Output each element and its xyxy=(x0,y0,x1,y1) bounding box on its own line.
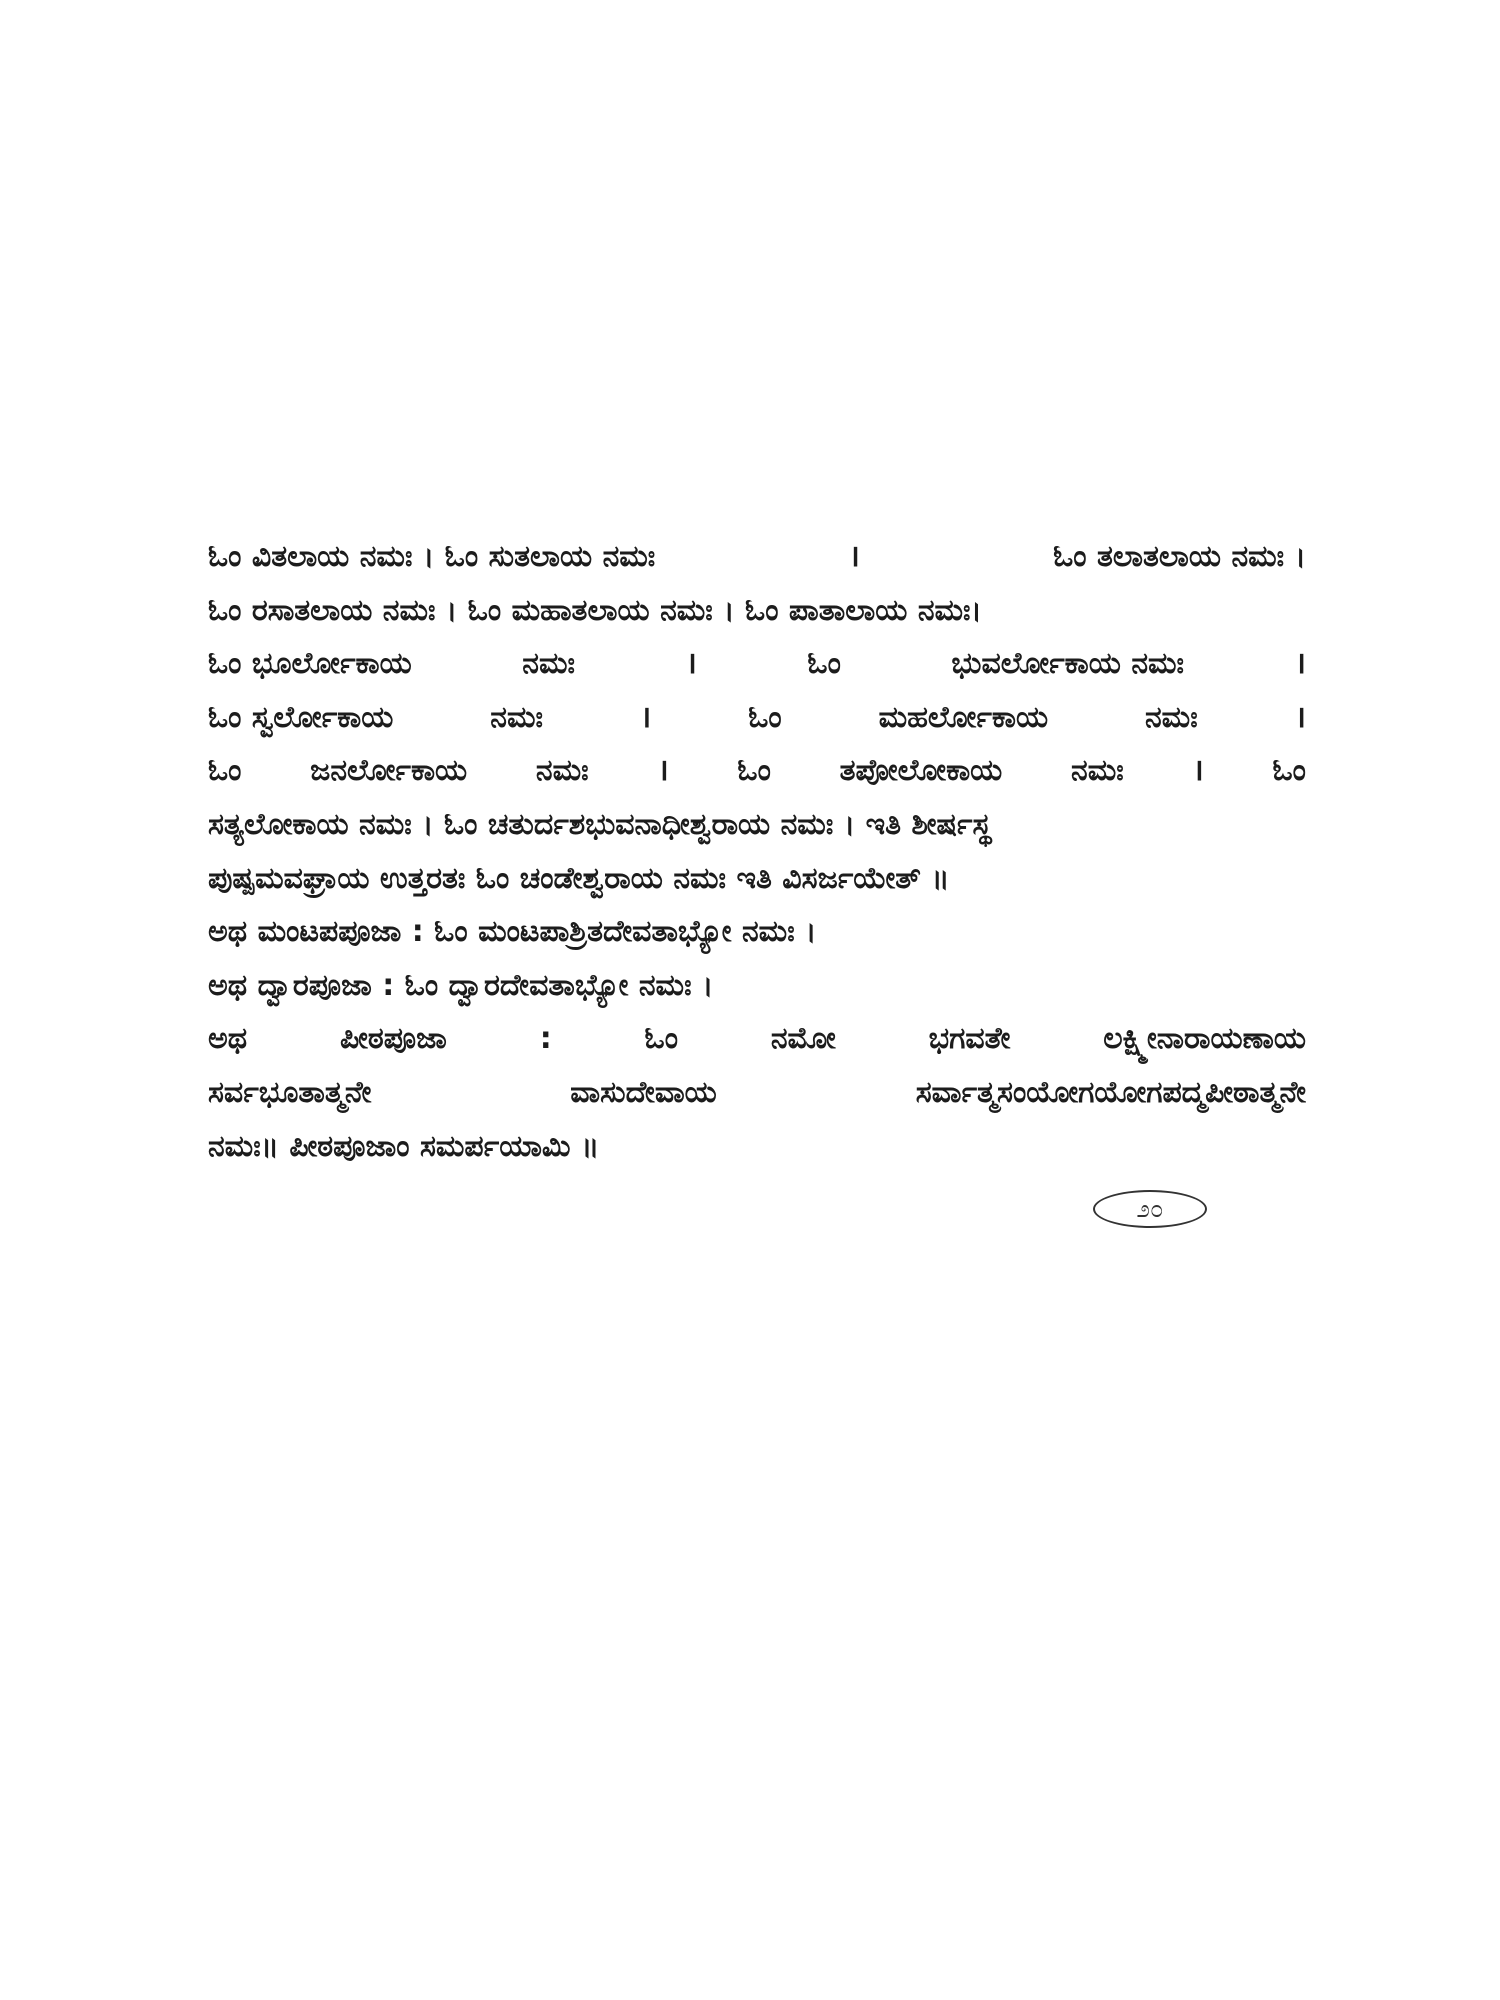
text-line xyxy=(208,691,1306,745)
text-segment: ನಮಃ xyxy=(1071,753,1124,789)
text-segment: : xyxy=(539,1021,552,1057)
text-segment: । xyxy=(685,646,697,682)
text-segment: । xyxy=(848,539,860,574)
text-segment: ಓಂ xyxy=(807,646,841,682)
text-segment: ವಾಸುದೇವಾಯ xyxy=(570,1074,717,1110)
text-line xyxy=(208,637,1306,691)
text-segment: ನಮೋ xyxy=(770,1021,836,1057)
text-segment: ಲಕ್ಷ್ಮೀನಾರಾಯಣಾಯ xyxy=(1103,1021,1306,1057)
text-segment: ಭಗವತೇ xyxy=(928,1021,1011,1057)
body-text xyxy=(208,530,1306,1173)
text-segment: ಸರ್ವಭೂತಾತ್ಮನೇ xyxy=(208,1074,372,1110)
text-segment: । xyxy=(639,699,652,735)
text-segment: ತಪೋಲೋಕಾಯ xyxy=(839,753,1003,789)
text-segment: ಭುವರ್ಲೋಕಾಯ ನಮಃ xyxy=(951,646,1185,682)
text-segment: ಓಂ xyxy=(748,699,782,735)
text-segment: । xyxy=(657,753,669,789)
text-line: ಸತ್ಯಲೋಕಾಯ ನಮಃ । ಓಂ ಚತುರ್ದಶಭುವನಾಧೀಶ್ವರಾಯ ನಮಃ । ಇತಿ ಶೀರ್ಷಸ್ಥ xyxy=(208,806,992,842)
text-segment: ಓಂ xyxy=(208,753,242,789)
text-segment: ಓಂ xyxy=(1272,753,1306,789)
text-segment: ಜನರ್ಲೋಕಾಯ xyxy=(310,753,468,789)
text-segment: ಓಂ ವಿತಲಾಯ ನಮಃ । ಓಂ ಸುತಲಾಯ ನಮಃ xyxy=(208,539,656,574)
text-segment: ಸರ್ವಾತ್ಮಸಂಯೋಗಯೋಗಪದ್ಮಪೀಠಾತ್ಮನೇ xyxy=(915,1074,1306,1110)
text-segment: ಮಹರ್ಲೋಕಾಯ xyxy=(878,699,1049,735)
text-line xyxy=(208,1012,1306,1066)
text-segment: ಓಂ ಸ್ವರ್ಲೋಕಾಯ xyxy=(208,699,394,735)
text-line xyxy=(208,744,1306,798)
text-line: ಅಥ ಮಂಟಪಪೂಜಾ : ಓಂ ಮಂಟಪಾಶ್ರಿತದೇವತಾಭ್ಯೋ ನಮಃ । xyxy=(208,914,817,950)
text-segment: ನಮಃ xyxy=(535,753,589,789)
text-segment: । xyxy=(1294,646,1306,682)
text-segment: ನಮಃ xyxy=(1145,699,1198,735)
text-segment: । xyxy=(1192,753,1204,789)
text-line: ಪುಷ್ಪಮವಘ್ರಾಯ ಉತ್ತರತಃ ಓಂ ಚಂಡೇಶ್ವರಾಯ ನಮಃ ಇತಿ ವಿಸರ್ಜಯೇತ್ ॥ xyxy=(208,860,950,896)
text-segment: ಓಂ xyxy=(737,753,771,789)
text-segment: ಪೀಠಪೂಜಾ xyxy=(340,1021,447,1057)
page-number: ೨೦ xyxy=(1093,1190,1207,1228)
text-line xyxy=(208,530,1306,584)
text-line: ಅಥ ದ್ವಾರಪೂಜಾ : ಓಂ ದ್ವಾರದೇವತಾಭ್ಯೋ ನಮಃ । xyxy=(208,967,714,1003)
text-segment: । xyxy=(1294,699,1306,735)
text-line: ಓಂ ರಸಾತಲಾಯ ನಮಃ । ಓಂ ಮಹಾತಲಾಯ ನಮಃ । ಓಂ ಪಾತಾಲಾಯ ನಮಃ। xyxy=(208,592,982,628)
text-segment: ಅಥ xyxy=(208,1021,248,1057)
text-segment: ಓಂ xyxy=(644,1021,678,1057)
text-segment: ನಮಃ xyxy=(490,699,543,735)
text-line: ನಮಃ॥ ಪೀಠಪೂಜಾಂ ಸಮರ್ಪಯಾಮಿ ॥ xyxy=(208,1128,600,1164)
text-segment: ಓಂ ಭೂರ್ಲೋಕಾಯ xyxy=(208,646,412,682)
text-segment: ಓಂ ತಲಾತಲಾಯ ನಮಃ । xyxy=(1053,539,1306,574)
text-line xyxy=(208,1066,1306,1120)
text-segment: ನಮಃ xyxy=(522,646,575,682)
